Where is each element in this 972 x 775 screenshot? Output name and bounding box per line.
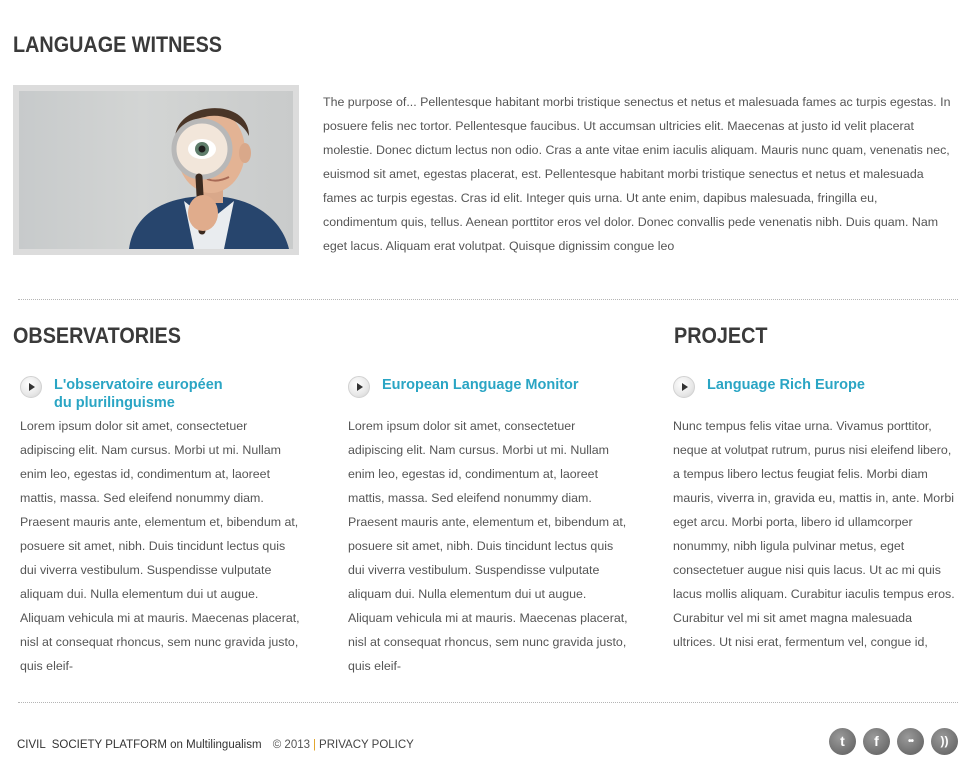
footer-divider — [18, 702, 958, 703]
footer-separator: | — [313, 739, 317, 751]
flickr-icon[interactable]: •• — [897, 728, 924, 755]
observatory-card-1-text: Lorem ipsum dolor sit amet, consectetuer adipiscing elit. Nam cursus. Morbi ut mi. Nullam enim leo, egestas id, condimentum at, laoreet mattis, massa. Sed eleifend nonummy diam. Praesent mauris ante, elementum et, bibendum at, posuere sit amet, nibh. Duis tincidunt lectus quis dui viverra vestibulum. Suspendisse vulputate aliquam dui. Nulla elementum dui ut augue. Aliquam vehicula mi at mauris. Maecenas placerat, nisl at consequat rhoncus, sem nunc gravida justo, quis eleif- — [20, 419, 300, 673]
hero-photo-magnifier — [19, 91, 293, 249]
observatory-link-1[interactable] — [54, 376, 223, 412]
project-card-text: Nunc tempus felis vitae urna. Vivamus porttitor, neque at volutpat rutrum, purus nisi eleifend libero, a tempus libero lectus feugiat felis. Morbi diam mauris, viverra in, gravida eu, mattis in, ante. Morbi eget arcu. Morbi porta, libero id ullamcorper nonummy, nibh ligula pulvinar metus, eget consectetuer augue nisi quis lacus. Ut ac mi quis lacus mollis aliquam. Curabitur iaculis tempus eros. Curabitur vel mi sit amet magna malesuada ultrices. Ut nisi erat, fermentum vel, congue id, — [673, 419, 955, 649]
footer-info — [17, 739, 414, 751]
privacy-policy-link[interactable]: PRIVACY POLICY — [319, 739, 414, 751]
project-card — [673, 376, 958, 649]
project-link[interactable]: Language Rich Europe — [707, 377, 865, 393]
section-divider — [18, 299, 958, 300]
arrow-right-icon[interactable] — [348, 376, 370, 398]
footer-copyright: © 2013 — [272, 739, 311, 751]
footer-org-name: CIVIL SOCIETY PLATFORM on Multilingualism — [17, 739, 262, 751]
arrow-right-icon[interactable] — [673, 376, 695, 398]
magnifier-man-illustration — [19, 91, 293, 249]
observatory-card-1 — [20, 376, 305, 673]
observatories-heading: OBSERVATORIES — [13, 323, 181, 348]
page-title: LANGUAGE WITNESS — [13, 32, 223, 57]
hero-image-frame — [13, 85, 299, 255]
project-heading: PROJECT — [674, 323, 768, 348]
observatory-card-2-text: Lorem ipsum dolor sit amet, consectetuer adipiscing elit. Nam cursus. Morbi ut mi. Nullam enim leo, egestas id, condimentum at, laoreet mattis, massa. Sed eleifend nonummy diam. Praesent mauris ante, elementum et, bibendum at, posuere sit amet, nibh. Duis tincidunt lectus quis dui viverra vestibulum. Suspendisse vulputate aliquam dui. Nulla elementum dui ut augue. Aliquam vehicula mi at mauris. Maecenas placerat, nisl at consequat rhoncus, sem nunc gravida justo, quis eleif- — [348, 419, 628, 673]
observatory-card-2 — [348, 376, 633, 673]
observatory-link-1-line2: du plurilinguisme — [54, 395, 175, 411]
intro-paragraph: The purpose of... Pellentesque habitant morbi tristique senectus et netus et malesuada fames ac turpis egestas. In posuere felis nec tortor. Pellentesque faucibus. Ut accumsan ultricies elit. Maecenas at justo id velit placerat molestie. Donec dictum lectus non odio. Cras a ante vitae enim iaculis aliquam. Mauris nunc quam, venenatis nec, euismod sit amet, egestas placerat, est. Pellentesque habitant morbi tristique senectus et netus et malesuada fames ac turpis egestas. Cras id elit. Integer quis urna. Ut ante enim, dapibus malesuada, fringilla eu, condimentum quis, tellus. Aenean porttitor eros vel dolor. Donec convallis pede venenatis nibh. Duis quam. Nam eget lacus. Aliquam erat volutpat. Quisque dignissim congue leo — [323, 95, 951, 253]
observatory-link-1-line1: L'observatoire européen — [54, 377, 223, 393]
observatory-link-2[interactable]: European Language Monitor — [382, 377, 579, 393]
facebook-icon[interactable]: f — [863, 728, 890, 755]
arrow-right-icon[interactable] — [20, 376, 42, 398]
twitter-icon[interactable]: t — [829, 728, 856, 755]
rss-icon[interactable]: )) — [931, 728, 958, 755]
